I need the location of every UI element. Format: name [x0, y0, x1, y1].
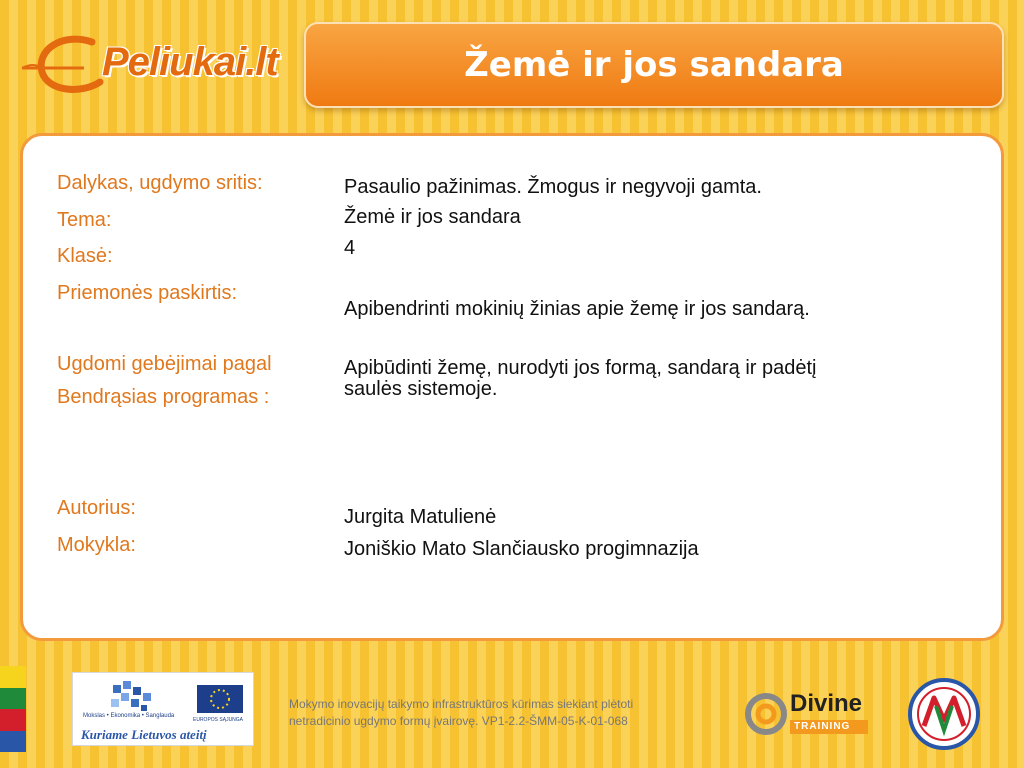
eu-label: EUROPOS SĄJUNGA	[193, 717, 244, 723]
stripe-green	[0, 688, 26, 710]
footer-note-line-2: netradicinio ugdymo formų įvairovę. VP1-2.2-ŠMM-05-K-01-068	[289, 714, 628, 728]
skills-label-2: Bendrąsias programas :	[57, 386, 270, 408]
divine-sub: TRAINING	[794, 721, 851, 732]
skills-label-1: Ugdomi gebėjimai pagal	[57, 353, 272, 375]
sponsor-logo	[72, 672, 254, 746]
logo-text: Peliukai.lt	[102, 40, 278, 84]
info-card	[20, 133, 1004, 641]
stripe-yellow	[0, 666, 26, 688]
school-emblem	[906, 676, 982, 752]
skills-value-2: saulės sistemoje.	[344, 378, 498, 400]
topic-value: Žemė ir jos sandara	[344, 206, 521, 228]
subject-value: Pasaulio pažinimas. Žmogus ir negyvoji gamta.	[344, 176, 762, 198]
logo-swirl-icon	[22, 28, 112, 100]
stripe-blue	[0, 731, 26, 753]
author-label: Autorius:	[57, 497, 136, 519]
sponsor-slogan: Kuriame Lietuvos ateitį	[81, 727, 207, 742]
school-value: Joniškio Mato Slančiausko progimnazija	[344, 538, 699, 560]
subject-label: Dalykas, ugdymo sritis:	[57, 172, 263, 194]
divine-training-logo	[744, 688, 874, 738]
purpose-label: Priemonės paskirtis:	[57, 282, 238, 304]
grade-value: 4	[344, 237, 356, 259]
color-stripes	[0, 666, 26, 752]
grade-label: Klasė:	[57, 245, 113, 267]
eu-flag-icon	[197, 685, 243, 713]
peliukai-logo[interactable]	[22, 28, 282, 100]
skills-value-1: Apibūdinti žemę, nurodyti jos formą, sandarą ir padėtį	[344, 357, 817, 379]
purpose-value: Apibendrinti mokinių žinias apie žemę ir jos sandarą.	[344, 298, 810, 320]
school-emblem-icon	[906, 676, 982, 752]
sponsor-small-text: Mokslas • Ekonomika • Sanglauda	[83, 713, 175, 719]
title-bar	[304, 22, 1004, 108]
divine-word: Divine	[790, 690, 863, 717]
author-value: Jurgita Matulienė	[344, 506, 497, 528]
stripe-red	[0, 709, 26, 731]
footer-note	[289, 696, 633, 730]
spiral-icon	[744, 692, 788, 736]
school-label: Mokykla:	[57, 534, 136, 556]
page-title: Žemė ir jos sandara	[464, 45, 844, 85]
topic-label: Tema:	[57, 209, 112, 231]
footer-note-line-1: Mokymo inovacijų taikymo infrastruktūros kūrimas siekiant plėtoti	[289, 697, 634, 711]
